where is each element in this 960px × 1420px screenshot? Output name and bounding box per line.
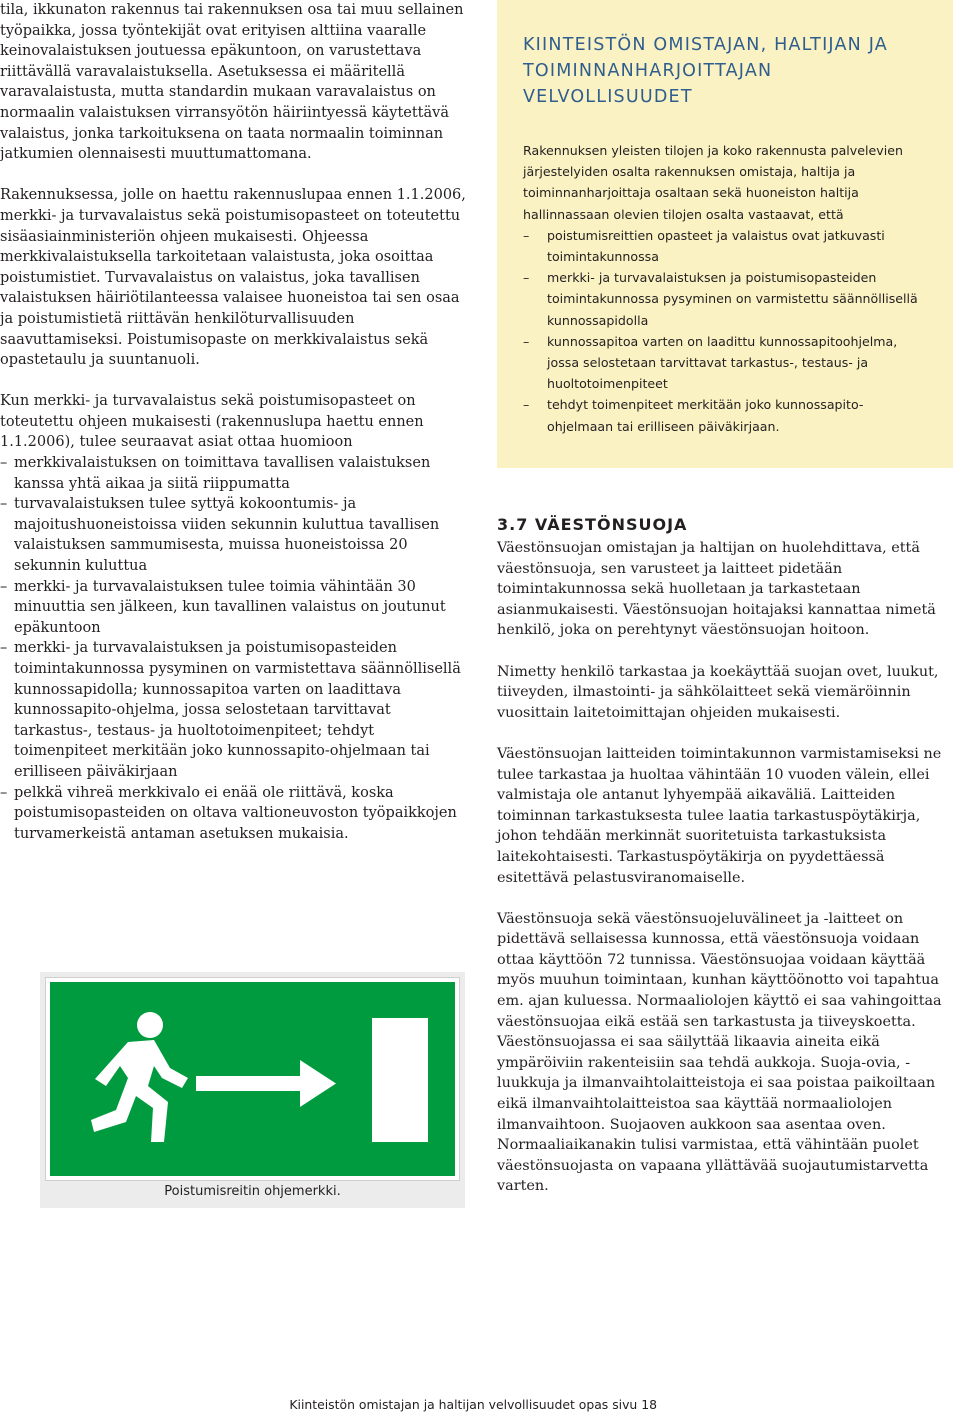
list-item: – merkki- ja turvavalaistuksen ja poistumisopasteiden toimintakunnossa pysyminen on varmistettava säännöllisellä kunnossapidolla; kunnossapitoa varten on laadittava kunnossapito-ohjelma, jossa selostetaan tarvittavat tarkastus-, testaus- ja huoltotoimenpiteet; tehdyt toimenpiteet merkitään joko kunnossapito-ohjelmaan tai erilliseen päiväkirjaan <box>0 640 461 780</box>
paragraph-considerations-intro: Kun merkki- ja turvavalaistus sekä poistumisopasteet on toteutettu ohjeen mukaisesti (rakennuslupa haettu ennen 1.1.2006), tulee seuraavat asiat ottaa huomioon <box>0 393 424 451</box>
obligations-infobox <box>497 0 953 468</box>
dash-marker: – <box>523 333 530 349</box>
paragraph-emergency-lighting: tila, ikkunaton rakennus tai rakennuksen osa tai muu sellainen työpaikka, jossa työntekijät ovat erityisen alttiina vaaralle keinovalaistuksen joutuessa epäkuntoon, on varustettava riittävällä varavalaistuksella. Asetuksessa ei määritellä varavalaistusta, mutta standardin mukaan varavalaistus on normaalin valaistuksen virransyötön häiriintyessä käytettävä valaistus, jonka tarkoituksena on taata normaalin toiminnan jatkumien olennaisesti muuttumattomana. <box>0 2 464 163</box>
dash-marker: – <box>0 455 8 472</box>
dash-marker: – <box>0 578 8 595</box>
infobox-title: KIINTEISTÖN OMISTAJAN, HALTIJAN JA TOIMINNANHARJOITTAJAN VELVOLLISUUDET <box>523 35 888 107</box>
exit-sign-figure <box>40 972 465 1208</box>
list-item: – merkki- ja turvavalaistuksen tulee toimia vähintään 30 minuuttia sen jälkeen, kun tavallinen valaistus on joutunut epäkuntoon <box>0 578 446 636</box>
list-item: – kunnossapitoa varten on laadittu kunnossapitoohjelma, jossa selostetaan tarvittavat tarkastus-, testaus- ja huoltotoimenpiteet <box>523 331 927 395</box>
paragraph-shelter-readiness: Väestönsuoja sekä väestönsuojeluvälineet ja -laitteet on pidettävä sellaisessa kunnossa, että väestönsuoja voidaan ottaa käyttöön 72 tunnissa. Väestönsuojaa voidaan käyttää myös muuhun toimintaan, kunhan käyttöönotto voi tapahtua em. ajan kuluessa. Normaaliolojen käyttö ei saa vahingoittaa väestönsuojaa eikä estää sen tarkastusta ja tiiveyskoetta. Väestönsuojassa ei saa säilyttää likaavia aineita eikä ympäröiviin rakenteisiin saa tehdä aukkoja. Suoja-ovia, -luukkuja ja ilmanvaihtolaitteistoja ei saa poistaa paikoiltaan eikä ilmanvaihtolaitteistoa saa käyttää normaaliolojen ilmanvaihtoon. Suojaoven aukkoon saa asentaa oven. Normaaliaikanakin tulisi varmistaa, että vähintään puolet väestönsuojasta on vapaana yllättävää suojautumistarvetta varten. <box>497 910 942 1195</box>
considerations-list <box>0 453 472 844</box>
dash-marker: – <box>523 270 530 286</box>
list-item: – tehdyt toimenpiteet merkitään joko kunnossapito-ohjelmaan tai erilliseen päiväkirjaan. <box>523 394 927 436</box>
list-item: – merkki- ja turvavalaistuksen ja poistumisopasteiden toimintakunnossa pysyminen on varmistettu säännöllisellä kunnossapidolla <box>523 267 927 331</box>
dash-marker: – <box>0 784 8 801</box>
left-column <box>0 0 472 844</box>
dash-marker: – <box>523 397 530 413</box>
emergency-exit-sign-icon <box>46 978 459 1180</box>
paragraph-shelter-maintenance: Väestönsuojan omistajan ja haltijan on huolehdittava, että väestönsuoja, sen varusteet ja laitteet pidetään toimintakunnossa sekä huolletaan ja tarkastetaan asianmukaisesti. Väestönsuojan hoitajaksi kannattaa nimetä henkilö, joka on perehtynyt väestönsuojan hoitoon. <box>497 540 936 639</box>
paragraph-annual-inspection: Nimetty henkilö tarkastaa ja koekäyttää suojan ovet, luukut, tiiveyden, ilmastointi- ja sähkölaitteet sekä viemäröinnin vuosittain laitetoimittajan ohjeiden mukaisesti. <box>497 663 939 721</box>
dash-marker: – <box>523 227 530 243</box>
dash-marker: – <box>0 640 8 657</box>
figure-caption: Poistumisreitin ohjemerkki. <box>164 1184 341 1199</box>
paragraph-pre-2006-rules: Rakennuksessa, jolle on haettu rakennuslupaa ennen 1.1.2006, merkki- ja turvavalaistus sekä poistumisopasteet on toteutettu sisäasiainministeriön ohjeen mukaisesti. Ohjeessa merkkivalaistuksella tarkoitetaan valaistusta, joka osoittaa poistumistiet. Turvavalaistus on valaistus, joka tavallisen valaistuksen häiriötilanteessa valaisee huoneistoa tai sen osaa ja poistumistietä riittävän henkilöturvallisuuden saavuttamiseksi. Poistumisopaste on merkkivalaistus sekä opastetaulu ja suuntanuoli. <box>0 187 466 369</box>
page-footer: Kiinteistön omistajan ja haltijan velvollisuudet opas sivu 18 <box>289 1397 657 1412</box>
infobox-intro: Rakennuksen yleisten tilojen ja koko rakennusta palvelevien järjestelyiden osalta rakennuksen omistaja, haltija ja toiminnanharjoittaja osaltaan sekä huoneiston haltija hallinnassaan olevien tilojen osalta vastaavat, että <box>523 143 903 222</box>
right-column <box>497 512 957 1218</box>
list-item: – poistumisreittien opasteet ja valaistus ovat jatkuvasti toimintakunnossa <box>523 225 927 267</box>
dash-marker: – <box>0 496 8 513</box>
running-man-arrow-door-icon <box>50 982 455 1176</box>
section-heading: 3.7 VÄESTÖNSUOJA <box>497 515 688 534</box>
list-item: – pelkkä vihreä merkkivalo ei enää ole riittävä, koska poistumisopasteiden on oltava valtioneuvoston työpaikkojen turvamerkeistä antaman asetuksen mukaisia. <box>0 784 457 842</box>
infobox-list <box>523 225 927 437</box>
paragraph-device-inspection: Väestönsuojan laitteiden toimintakunnon varmistamiseksi ne tulee tarkastaa ja huoltaa vähintään 10 vuoden välein, ellei valmistaja ole antanut lyhyempää aikaväliä. Laitteiden toiminnan tarkastuksesta tulee laatia tarkastuspöytäkirja, johon tehdään merkinnät suoritetuista tarkastuksista laitekohtaisesti. Tarkastuspöytäkirja on pyydettäessä esitettävä pelastusviranomaiselle. <box>497 745 942 886</box>
list-item: – merkkivalaistuksen on toimittava tavallisen valaistuksen kanssa yhtä aikaa ja siitä riippumatta <box>0 455 431 492</box>
list-item: – turvavalaistuksen tulee syttyä kokoontumis- ja majoitushuoneistoissa viiden sekunnin kuluttua tavallisen valaistuksen sammumisesta, muissa huoneistoissa 20 sekunnin kuluttua <box>0 496 440 575</box>
